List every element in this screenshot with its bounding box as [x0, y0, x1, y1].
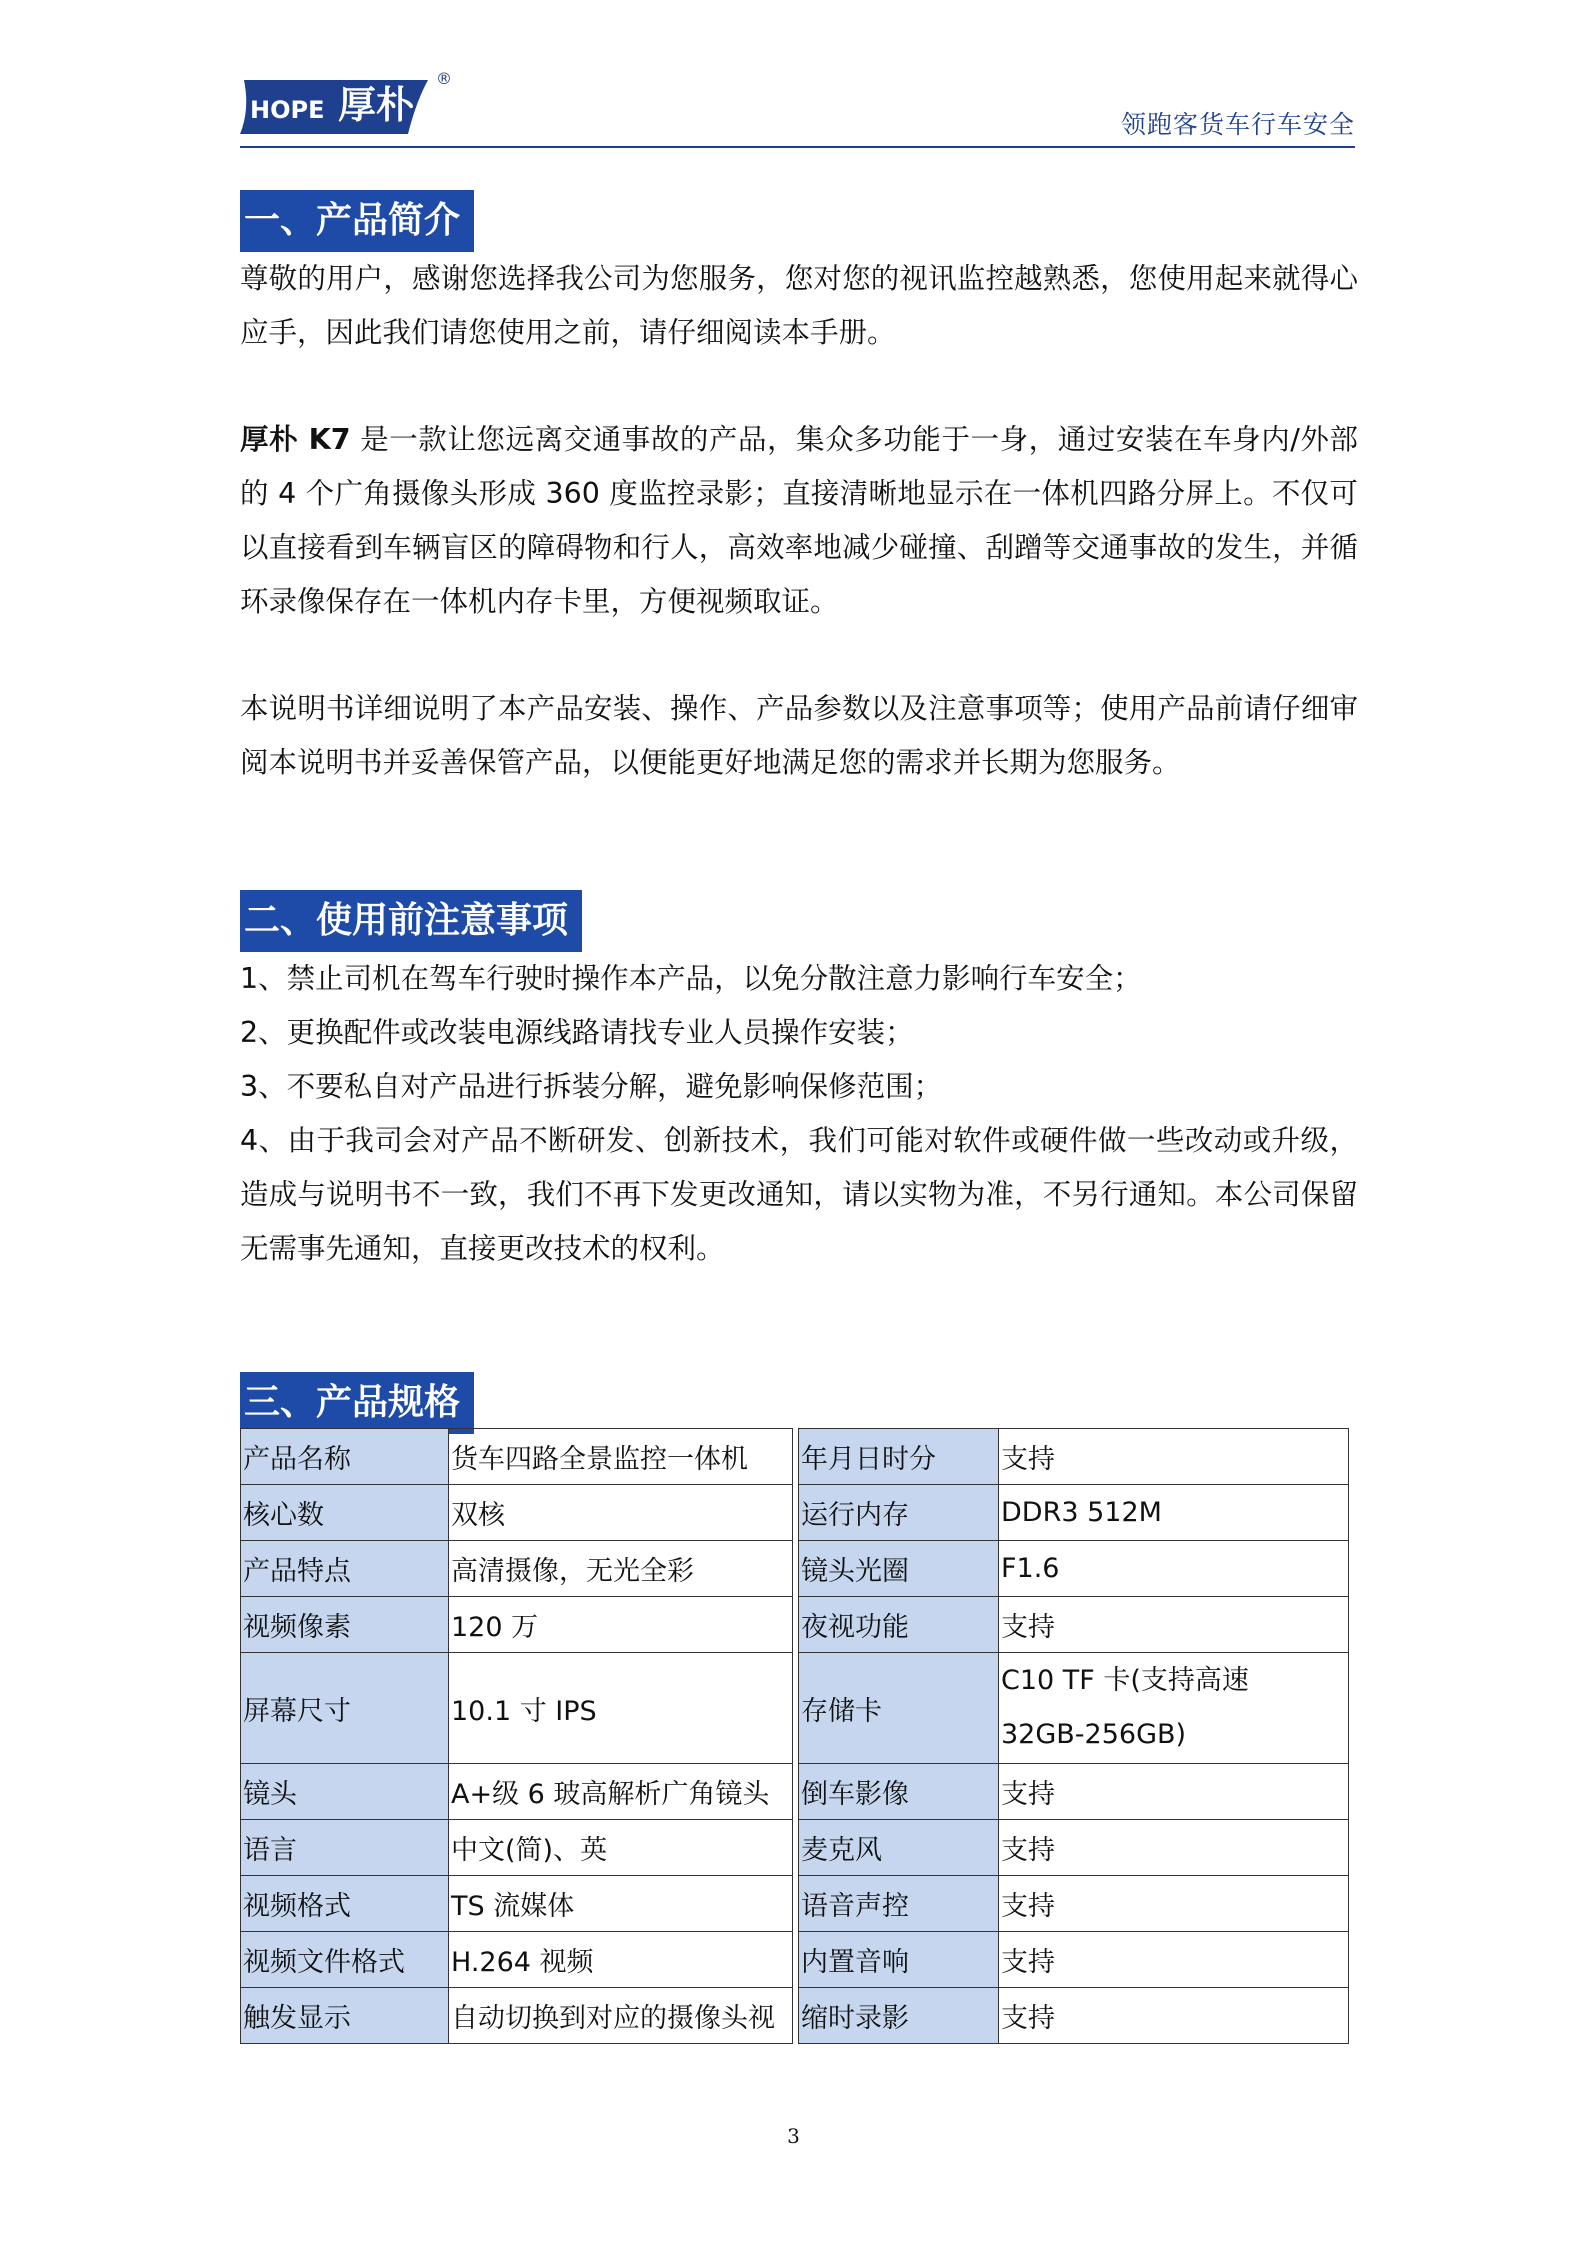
- spec-value: 支持: [999, 1932, 1349, 1988]
- svg-text:HOPE: HOPE: [250, 96, 325, 124]
- spec-key: 夜视功能: [799, 1597, 999, 1653]
- spec-key: 运行内存: [799, 1485, 999, 1541]
- table-row: [241, 1429, 1349, 1485]
- section-title-specs: 三、产品规格: [240, 1372, 474, 1434]
- spec-key: 触发显示: [241, 1988, 449, 2044]
- table-row: [241, 1820, 1349, 1876]
- spec-value: 支持: [999, 1597, 1349, 1653]
- spec-key: 语音声控: [799, 1876, 999, 1932]
- table-row: [241, 1988, 1349, 2044]
- spec-value: TS 流媒体: [449, 1876, 793, 1932]
- spec-value: DDR3 512M: [999, 1485, 1349, 1541]
- spec-key: 视频格式: [241, 1876, 449, 1932]
- spec-value: 货车四路全景监控一体机: [449, 1429, 793, 1485]
- spec-key: 倒车影像: [799, 1764, 999, 1820]
- spec-value: 中文(简)、英: [449, 1820, 793, 1876]
- spec-key: 内置音响: [799, 1932, 999, 1988]
- spec-key: 镜头: [241, 1764, 449, 1820]
- spec-value: 10.1 寸 IPS: [449, 1653, 793, 1764]
- spec-value: 支持: [999, 1429, 1349, 1485]
- section-title-notes: 二、使用前注意事项: [240, 890, 582, 952]
- intro-paragraph-3: 本说明书详细说明了本产品安装、操作、产品参数以及注意事项等；使用产品前请仔细审阅本说明书并妥善保管产品，以便能更好地满足您的需求并长期为您服务。: [240, 692, 1358, 779]
- table-row: [241, 1541, 1349, 1597]
- spec-key: 语言: [241, 1820, 449, 1876]
- spec-key: 视频文件格式: [241, 1932, 449, 1988]
- hope-logo: [240, 60, 470, 140]
- page-number: 3: [787, 2124, 800, 2148]
- notes-item: 1、禁止司机在驾车行驶时操作本产品，以免分散注意力影响行车安全；: [240, 962, 1142, 995]
- table-row: [241, 1932, 1349, 1988]
- table-row: [241, 1653, 1349, 1764]
- notes-list: [240, 952, 1358, 1276]
- spec-value: H.264 视频: [449, 1932, 793, 1988]
- spec-key: 视频像素: [241, 1597, 449, 1653]
- intro-paragraph-2: 厚朴 K7 是一款让您远离交通事故的产品，集众多功能于一身，通过安装在车身内/外部的 4 个广角摄像头形成 360 度监控录影；直接清晰地显示在一体机四路分屏上。不仅可以直接看到车辆盲区的障碍物和行人，高效率地减少碰撞、刮蹭等交通事故的发生，并循环录像保存在一体机内存卡里，方便视频取证。: [240, 423, 1358, 618]
- header-slogan: 领跑客货车行车安全: [1120, 110, 1355, 139]
- spec-value: 自动切换到对应的摄像头视: [449, 1988, 793, 2044]
- spec-key: 产品名称: [241, 1429, 449, 1485]
- svg-text:®: ®: [436, 69, 452, 88]
- spec-key: 缩时录影: [799, 1988, 999, 2044]
- notes-item: 4、由于我司会对产品不断研发、创新技术，我们可能对软件或硬件做一些改动或升级，造成与说明书不一致，我们不再下发更改通知，请以实物为准，不另行通知。本公司保留无需事先通知，直接更改技术的权利。: [240, 1124, 1358, 1265]
- spec-key: 存储卡: [799, 1653, 999, 1764]
- spec-key: 镜头光圈: [799, 1541, 999, 1597]
- spec-value: A+级 6 玻高解析广角镜头: [449, 1764, 793, 1820]
- intro-paragraph-1: 尊敬的用户，感谢您选择我公司为您服务，您对您的视讯监控越熟悉，您使用起来就得心应手，因此我们请您使用之前，请仔细阅读本手册。: [240, 262, 1358, 349]
- spec-key: 产品特点: [241, 1541, 449, 1597]
- table-row: [241, 1597, 1349, 1653]
- spec-value: C10 TF 卡(支持高速 32GB-256GB): [999, 1653, 1349, 1764]
- spec-value: 支持: [999, 1820, 1349, 1876]
- spec-key: 屏幕尺寸: [241, 1653, 449, 1764]
- spec-value: 120 万: [449, 1597, 793, 1653]
- spec-key: 年月日时分: [799, 1429, 999, 1485]
- spec-key: 核心数: [241, 1485, 449, 1541]
- section-title-intro: 一、产品简介: [240, 190, 474, 252]
- table-row: [241, 1876, 1349, 1932]
- table-row: [241, 1764, 1349, 1820]
- spec-value: 支持: [999, 1876, 1349, 1932]
- spec-value: 支持: [999, 1988, 1349, 2044]
- spec-value: 高清摄像，无光全彩: [449, 1541, 793, 1597]
- spec-value: 支持: [999, 1764, 1349, 1820]
- page-header: [240, 50, 1355, 148]
- notes-item: 2、更换配件或改装电源线路请找专业人员操作安装；: [240, 1016, 914, 1049]
- table-row: [241, 1485, 1349, 1541]
- spec-value: 双核: [449, 1485, 793, 1541]
- product-name: 厚朴 K7: [240, 423, 351, 456]
- spec-key: 麦克风: [799, 1820, 999, 1876]
- spec-value: F1.6: [999, 1541, 1349, 1597]
- spec-table: [240, 1428, 1349, 2044]
- notes-item: 3、不要私自对产品进行拆装分解，避免影响保修范围；: [240, 1070, 943, 1103]
- svg-text:厚朴: 厚朴: [338, 83, 415, 127]
